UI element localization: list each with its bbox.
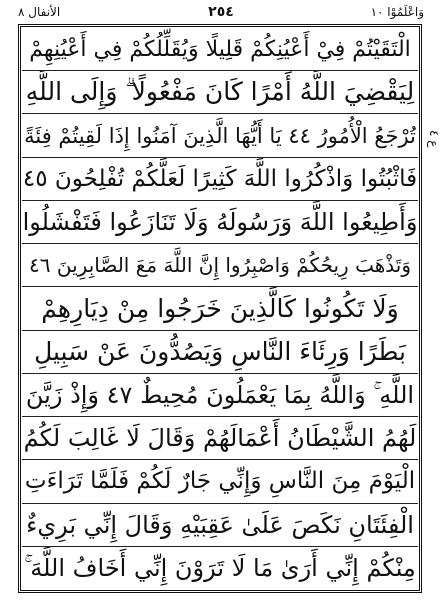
text-line-10: لَهُمُ الشَّيْطَانُ أَعْمَالَهُمْ وَقَالَ لَا غَالِبَ لَكُمُ — [22, 417, 418, 460]
text-line-11: الْيَوْمَ مِنَ النَّاسِ وَإِنِّي جَارٌ لَكُمْ فَلَمَّا تَرَاءَتِ — [22, 460, 418, 503]
text-line-2: لِيَقْضِيَ اللَّهُ أَمْرًا كَانَ مَفْعُولًا ۗ وَإِلَى اللَّهِ — [22, 71, 418, 114]
text-block — [22, 28, 418, 589]
page-header — [18, 3, 424, 25]
text-line-8: بَطَرًا وَرِئَاءَ النَّاسِ وَيَصُدُّونَ عَنْ سَبِيلِ — [22, 331, 418, 374]
page-number: ٢٥٤ — [208, 4, 234, 20]
text-line-12: الْفِئَتَانِ نَكَصَ عَلَىٰ عَقِبَيْهِ وَقَالَ إِنِّي بَرِيءٌ — [22, 504, 418, 547]
text-line-6: وَتَذْهَبَ رِيحُكُمْ وَاصْبِرُوا إِنَّ اللَّهَ مَعَ الصَّابِرِينَ ٤٦ — [22, 244, 418, 287]
juz-name: وَاعْلَمُوْا ١٠ — [370, 5, 424, 19]
text-line-3: تُرْجَعُ الْأُمُورُ ٤٤ يَا أَيُّهَا الَّذِينَ آمَنُوا إِذَا لَقِيتُمْ فِئَةً — [22, 114, 418, 157]
text-line-7: وَلَا تَكُونُوا كَالَّذِينَ خَرَجُوا مِنْ دِيَارِهِمْ — [22, 287, 418, 330]
text-line-9: اللَّهِ ۚ وَاللَّهُ بِمَا يَعْمَلُونَ مُحِيطٌ ٤٧ وَإِذْ زَيَّنَ — [22, 374, 418, 417]
text-line-1: الْتَقَيْتُمْ فِيْ أَعْيُنِكُمْ قَلِيلًا وَيُقَلِّلُكُمْ فِي أَعْيُنِهِمْ — [22, 28, 418, 71]
margin-marker: ع ٤ — [427, 130, 441, 148]
text-line-13: مِنْكُمْ إِنِّي أَرَىٰ مَا لَا تَرَوْنَ إِنِّي أَخَافُ اللَّهَ ۚ — [24, 553, 416, 582]
text-line-4: فَاثْبُتُوا وَاذْكُرُوا اللَّهَ كَثِيرًا لَعَلَّكُمْ تُفْلِحُونَ ٤٥ — [22, 158, 418, 201]
text-line-5: وَأَطِيعُوا اللَّهَ وَرَسُولَهُ وَلَا تَنَازَعُوا فَتَفْشَلُوا — [22, 201, 418, 244]
surah-name: الأنفال ٨ — [18, 5, 61, 19]
